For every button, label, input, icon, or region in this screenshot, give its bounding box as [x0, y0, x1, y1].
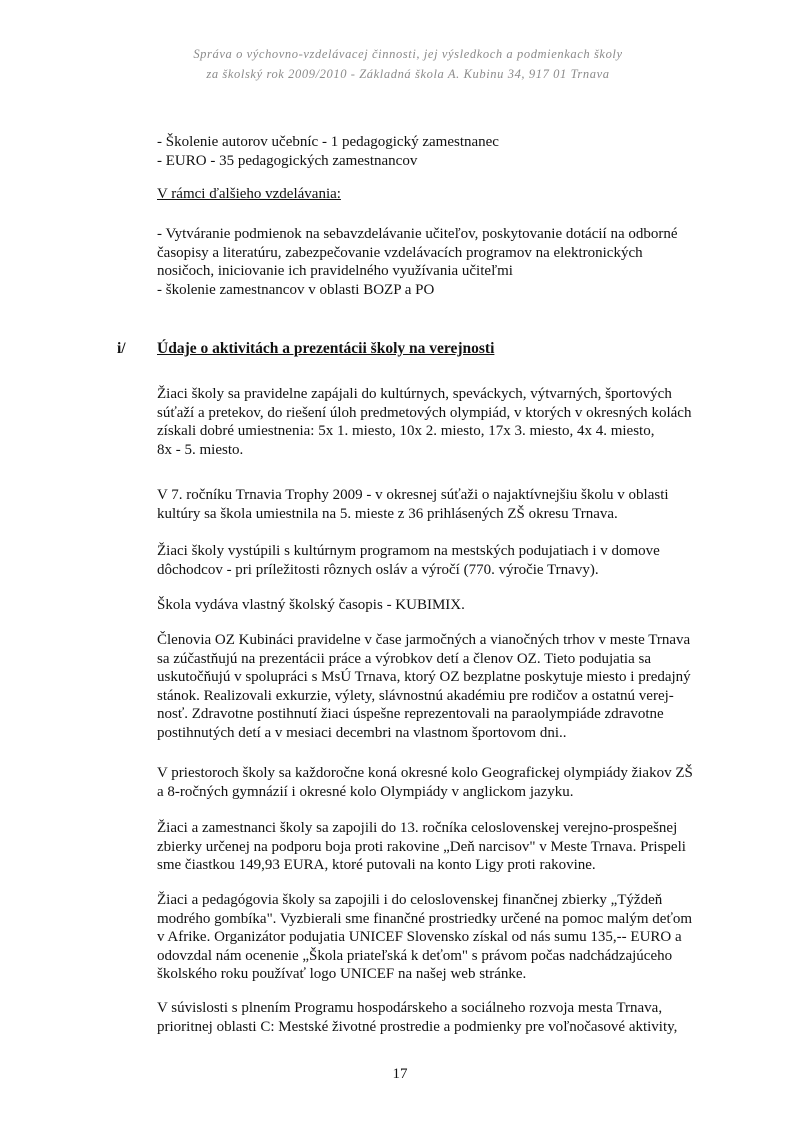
paragraph-line: V súvislosti s plnením Programu hospodárskeho a sociálneho rozvoja mesta Trnava, [157, 1000, 663, 1016]
paragraph-line: Žiaci a zamestnanci školy sa zapojili do 13. ročníka celoslovenskej verejno-prospešnej [157, 820, 678, 836]
paragraph [157, 631, 713, 743]
paragraph-line: modrého gombíka". Vyzbierali sme finančné prostriedky určené na pomoc malým deťom [157, 910, 693, 927]
header-line-2: za školský rok 2009/2010 - Základná škola A. Kubinu 34, 917 01 Trnava [206, 67, 610, 81]
header-line-1: Správa o výchovno-vzdelávacej činnosti, jej výsledkoch a podmienkach školy [193, 47, 623, 61]
running-header [148, 44, 668, 84]
paragraph-line: stánok. Realizovali exkurzie, výlety, slávnostnú akadémiu pre rodičov a ostatnú verej- [157, 687, 674, 704]
paragraph [157, 764, 713, 801]
further-education-line: - školenie zamestnancov v oblasti BOZP a PO [157, 281, 435, 298]
training-item: - EURO - 35 pedagogických zamestnancov [157, 153, 418, 169]
paragraph-line: postihnutých detí a v mesiaci decembri na vlastnom športovom dni.. [157, 724, 567, 741]
paragraph-line: sme čiastkou 149,93 EURA, ktoré putovali na konto Ligy proti rakovine. [157, 857, 596, 874]
further-education-line: časopisy a literatúru, zabezpečovanie vzdelávacích programov na elektronických [157, 244, 643, 261]
paragraph-line: Škola vydáva vlastný školský časopis - KUBIMIX. [157, 597, 465, 613]
paragraph-line: kultúry sa škola umiestnila na 5. mieste z 36 prihlásených ZŠ okresu Trnava. [157, 505, 618, 522]
further-education-line: nosičoch, iniciovanie ich pravidelného využívania učiteľmi [157, 263, 513, 280]
paragraph [157, 542, 713, 579]
further-education-title: V rámci ďalšieho vzdelávania: [157, 186, 341, 202]
section-number: i/ [117, 340, 126, 357]
further-education-list [157, 225, 713, 299]
paragraph [157, 486, 713, 523]
paragraph [157, 385, 713, 459]
paragraph-line: nosť. Zdravotne postihnutí žiaci úspešne reprezentovali na paraolympiáde zdravotne [157, 706, 664, 723]
paragraph-line: školského roku používať logo UNICEF na našej web stránke. [157, 966, 527, 983]
paragraph-line: Žiaci a pedagógovia školy sa zapojili i do celoslovenskej finančnej zbierky „Týždeň [157, 892, 663, 908]
paragraph [157, 891, 713, 984]
page-number: 17 [392, 1066, 408, 1082]
paragraph-line: sa zúčastňujú na prezentácii práce a výrobkov detí a členov OZ. Tieto podujatia sa [157, 650, 652, 667]
paragraph-line: Členovia OZ Kubináci pravidelne v čase jarmočných a vianočných trhov v meste Trnava [157, 632, 691, 648]
paragraph [157, 999, 713, 1036]
paragraph [157, 819, 713, 875]
paragraph-line: zbierky určenej na podporu boja proti rakovine „Deň narcisov" v Meste Trnava. Prispeli [157, 838, 686, 855]
paragraph-line: získali dobré umiestnenia: 5x 1. miesto, 10x 2. miesto, 17x 3. miesto, 4x 4. miesto, [157, 423, 655, 440]
paragraph-line: v Afrike. Organizátor podujatia UNICEF Slovensko získal od nás sumu 135,-- EURO a [157, 929, 682, 946]
paragraph-line: uskutočňujú v spolupráci s MsÚ Trnava, ktorý OZ bezplatne poskytuje miesto i predajný [157, 669, 691, 686]
paragraph-line: odovzdal nám ocenenie „Škola priateľská k deťom" s právom počas nadchádzajúceho [157, 947, 673, 964]
paragraph-line: prioritnej oblasti C: Mestské životné prostredie a podmienky pre voľnočasové aktivity, [157, 1018, 678, 1035]
paragraph-line: Žiaci školy vystúpili s kultúrnym programom na mestských podujatiach i v domove [157, 543, 660, 559]
paragraph-line: V 7. ročníku Trnavia Trophy 2009 - v okresnej súťaži o najaktívnejšiu školu v oblasti [157, 487, 669, 503]
paragraph-line: V priestoroch školy sa každoročne koná okresné kolo Geografickej olympiády žiakov ZŠ [157, 765, 693, 781]
paragraph-line: a 8-ročných gymnázií i okresné kolo Olympiády v anglickom jazyku. [157, 783, 574, 800]
paragraph-line: dôchodcov - pri príležitosti rôznych osláv a výročí (770. výročie Trnavy). [157, 561, 599, 578]
section-title: Údaje o aktivitách a prezentácii školy na verejnosti [157, 340, 495, 357]
further-education-line: - Vytváranie podmienok na sebavzdelávanie učiteľov, poskytovanie dotácií na odborné [157, 226, 678, 242]
training-item: - Školenie autorov učebníc - 1 pedagogický zamestnanec [157, 134, 499, 150]
paragraph [157, 596, 713, 615]
paragraph-line: 8x - 5. miesto. [157, 441, 244, 458]
paragraph-line: súťaží a pretekov, do riešení úloh predmetových olympiád, v ktorých v okresných kolách [157, 404, 692, 421]
paragraph-line: Žiaci školy sa pravidelne zapájali do kultúrnych, speváckych, výtvarných, športových [157, 386, 672, 402]
